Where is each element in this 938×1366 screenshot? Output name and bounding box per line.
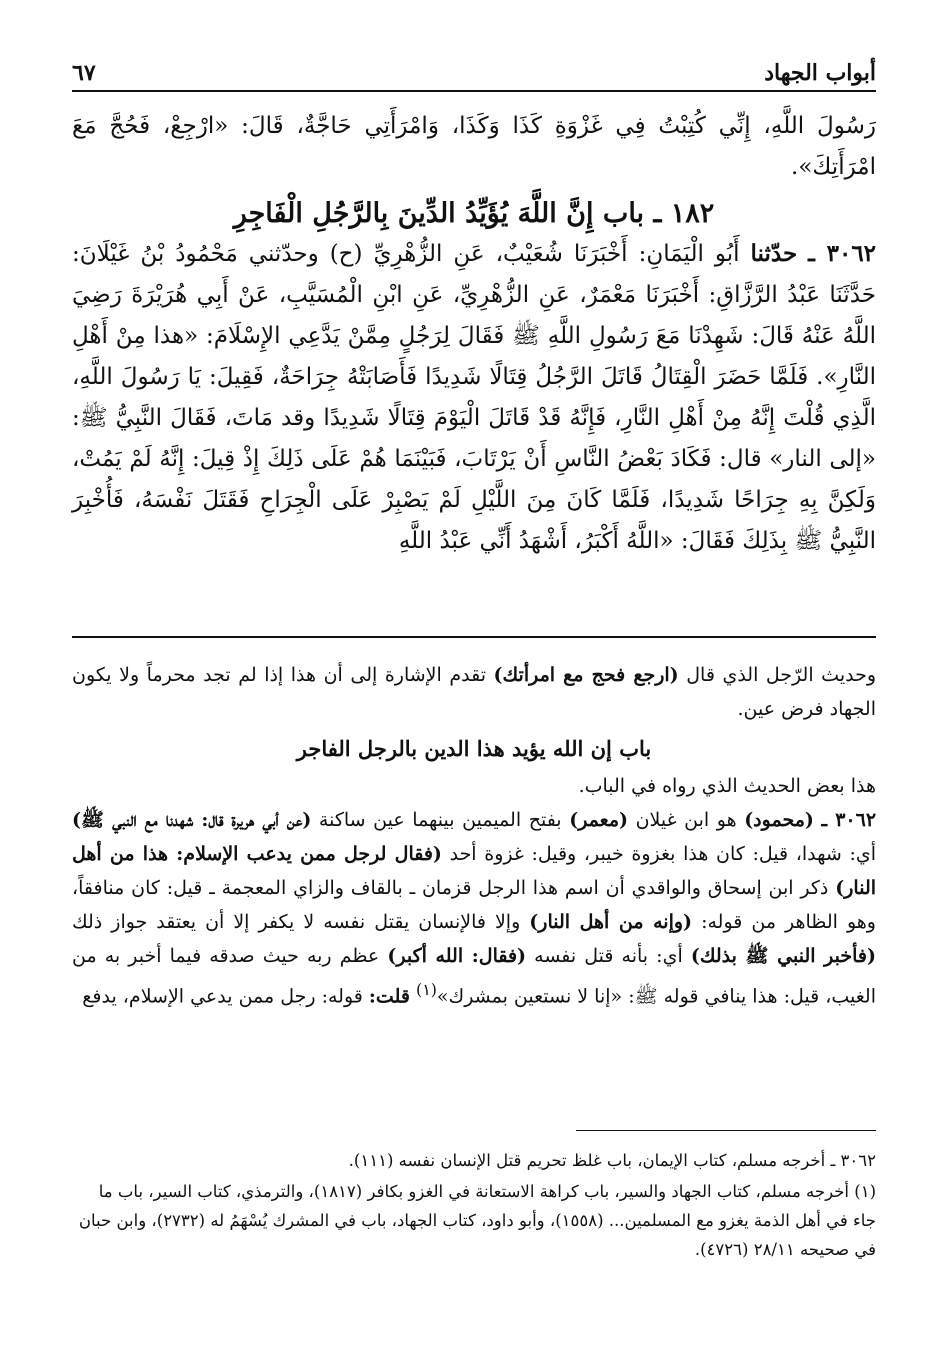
page-number: ٦٧ [72, 60, 96, 86]
footnote-ref[interactable]: (١) [416, 980, 437, 999]
hadith-continuation [72, 106, 876, 188]
hadith-text: أَبُو الْيَمَانِ: أَخْبَرَنَا شُعَيْبٌ، عَنِ الزُّهْرِيِّ (ح) وحدّثني مَحْمُودُ بْنُ غَيْلَانَ: حَدَّثَنَا عَبْدُ الرَّزَّاقِ: أَخْبَرَنَا مَعْمَرٌ، عَنِ الزُّهْرِيِّ، عَنِ ابْنِ الْمُسَيَّبِ، عَنْ أَبِي هُرَيْرَةَ رَضِيَ اللَّهُ عَنْهُ قَالَ: شَهِدْنَا مَعَ رَسُولِ اللَّهِ ﷺ فَقَالَ لِرَجُلٍ مِمَّنْ يَدَّعِي الإِسْلَامَ: «هذا مِنْ أَهْلِ النَّارِ». فَلَمَّا حَضَرَ الْقِتَالُ قَاتَلَ الرَّجُلُ قِتَالًا شَدِيدًا فَأَصَابَتْهُ جِرَاحَةٌ، فَقِيلَ: يَا رَسُولَ اللَّهِ، الَّذِي قُلْتَ إِنَّهُ مِنْ أَهْلِ النَّارِ، فَإِنَّهُ قَدْ قَاتَلَ الْيَوْمَ قِتَالًا شَدِيدًا وقد مَاتَ، فَقَالَ النَّبِيُّ ﷺ: «إلى النار» قال: فَكَادَ بَعْضُ النَّاسِ أَنْ يَرْتَابَ، فَبَيْنَمَا هُمْ عَلَى ذَلِكَ إِذْ قِيلَ: إِنَّهُ لَمْ يَمُتْ، وَلَكِنَّ بِهِ جِرَاحًا شَدِيدًا، فَلَمَّا كَانَ مِنَ اللَّيْلِ لَمْ يَصْبِرْ عَلَى الْجِرَاحِ فَقَتَلَ نَفْسَهُ، فَأُخْبِرَ النَّبِيُّ ﷺ بِذَلِكَ فَقَالَ: «اللَّهُ أَكْبَرُ، أَشْهَدُ أَنِّي عَبْدُ اللَّهِ [72, 241, 876, 554]
commentary-para-3 [72, 803, 876, 1013]
commentary-para-2: هذا بعض الحديث الذي رواه في الباب. [578, 775, 876, 797]
text: وحديث الرّجل الذي قال [686, 664, 876, 686]
quoted-phrase: (فقال لرجل ممن يدعب الإسلام: هذا من أهل النار) [72, 843, 877, 899]
text: وإلا فالإنسان يقتل نفسه لا يكفر إلا أن يعتقد جواز ذلك [72, 911, 521, 933]
text: تقدم الإشارة إلى أن هذا إذا لم تجد محرماً ولا يكون الجهاد فرض عين. [72, 664, 876, 720]
text: أي: بأنه قتل نفسه [534, 945, 683, 967]
commentary-para-1 [72, 658, 876, 726]
running-title: أبواب الجهاد [764, 60, 876, 86]
text: أي: شهدا، قيل: كان هذا بغزوة خيبر، وقيل: غزوة أحد [449, 843, 876, 865]
quoted-phrase: (فأخبر النبي ﷺ بذلك) [690, 945, 877, 967]
main-text [72, 106, 876, 562]
quoted-phrase: (عن أبي هريرة قال: شهدنا مع النبي ﷺ) [72, 809, 312, 831]
text: ذكر ابن إسحاق والواقدي أن اسم هذا الرجل قزمان ـ بالقاف والزاي المعجمة ـ قيل: كان منافقاً، وهو الظاهر من قوله: [72, 877, 876, 933]
text: بفتح الميمين بينهما عين ساكنة [318, 809, 562, 831]
text: عظم ربه حيث صدقه فيما أخبر به من الغيب، قيل: هذا ينافي قوله ﷺ: «إنا لا نستعين بمشرك» [72, 945, 876, 1008]
footnote-1: ٣٠٦٢ ـ أخرجه مسلم، كتاب الإيمان، باب غلظ تحريم قتل الإنسان نفسه (١١١). [348, 1151, 876, 1170]
hadith-number: ٣٠٦٢ ـ [821, 809, 877, 831]
quoted-phrase: (ارجع فحج مع امرأتك) [493, 664, 679, 686]
chapter-heading: ١٨٢ ـ باب إِنَّ اللَّهَ يُؤَيِّدُ الدِّينَ بِالرَّجُلِ الْفَاجِرِ [233, 198, 715, 229]
running-header [72, 52, 876, 92]
hadith-block [72, 233, 876, 562]
commentary [72, 658, 876, 1013]
hadith-lead: حدّثنا [750, 240, 798, 267]
quoted-phrase: (معمر) [569, 809, 628, 831]
continuation-text: رَسُولَ اللَّهِ، إِنِّي كُتِبْتُ فِي غَزْوَةِ كَذَا وَكَذَا، وَامْرَأَتِي حَاجَّةٌ، قَالَ: «ارْجِعْ، فَحُجَّ مَعَ امْرَأَتِكَ». [72, 113, 876, 180]
quoted-phrase: (محمود) [744, 809, 814, 831]
hadith-number: ٣٠٦٢ ـ [808, 240, 877, 267]
quoted-phrase: قلت: [368, 985, 410, 1008]
text-divider [72, 636, 876, 638]
text: هو ابن غيلان [635, 809, 737, 831]
footnotes [72, 1146, 876, 1266]
commentary-subheading: باب إن الله يؤيد هذا الدين بالرجل الفاجر [296, 736, 652, 761]
hadith-paragraph [72, 233, 876, 562]
text: قوله: رجل ممن يدعي الإسلام، يدفع [82, 985, 363, 1008]
footnote-2: (١) أخرجه مسلم، كتاب الجهاد والسير، باب كراهة الاستعانة في الغزو بكافر (١٨١٧)، والترمذي، كتاب السير، باب ما جاء في أهل الذمة يغزو مع المسلمين... (١٥٥٨)، وأبو داود، كتاب الجهاد، باب في المشرك يُسْهَمُ له (٢٧٣٢)، وابن حبان في صحيحه ٢٨/١١ (٤٧٢٦). [78, 1182, 876, 1259]
quoted-phrase: (وإنه من أهل النار) [529, 911, 693, 933]
quoted-phrase: (فقال: الله أكبر) [387, 945, 527, 967]
footnote-divider [576, 1130, 876, 1131]
